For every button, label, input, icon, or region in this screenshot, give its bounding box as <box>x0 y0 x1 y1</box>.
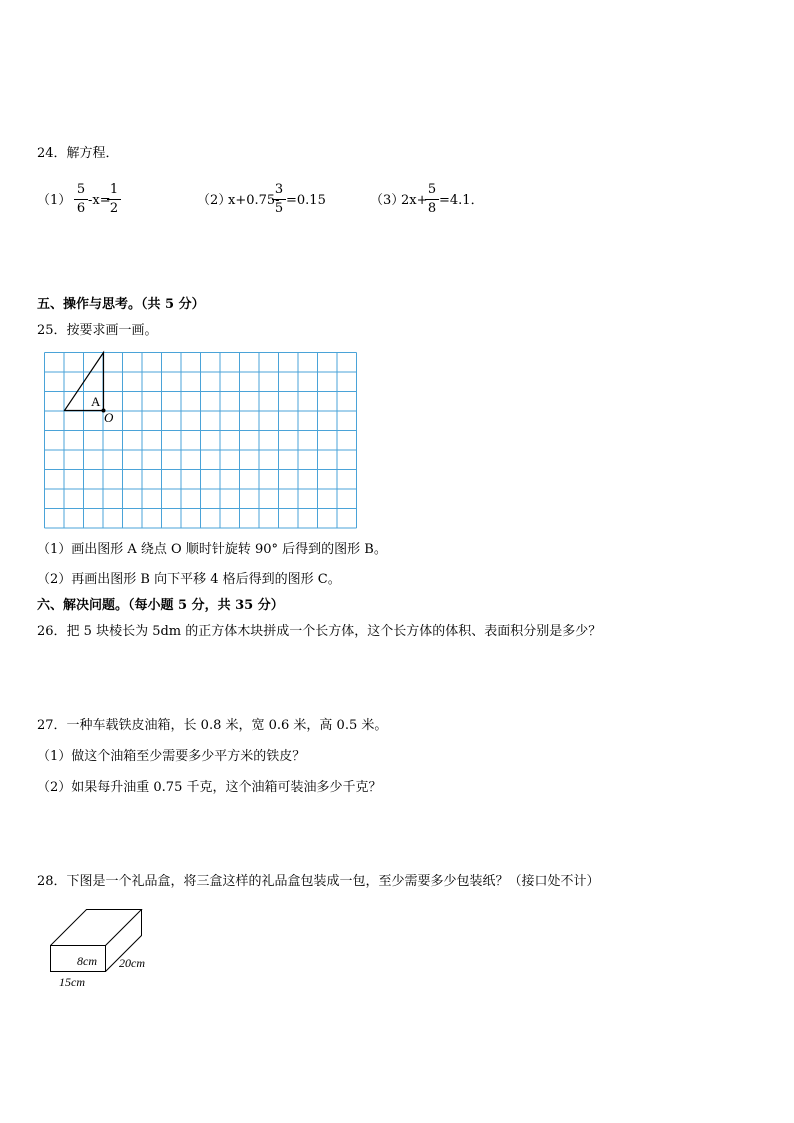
grid-lines <box>45 353 357 529</box>
q24-e3-pre: 2x+ <box>401 193 428 208</box>
q24-title: 24．解方程． <box>37 146 119 161</box>
q24-e2-post: =0.15 <box>286 193 326 208</box>
label-a: A <box>91 394 101 409</box>
q24-e2-pre: x+0.75- <box>228 193 280 208</box>
numerator: 1 <box>109 182 119 197</box>
label-o: O <box>104 410 114 425</box>
label-height: 8cm <box>77 954 97 968</box>
q24-e3-label: （3） <box>370 193 405 208</box>
q27-sub-2: （2）如果每升油重 0.75 千克，这个油箱可装油多少千克？ <box>37 780 382 795</box>
denominator: 2 <box>109 201 119 216</box>
section-5-heading: 五、操作与思考。（共 5 分） <box>37 297 205 312</box>
q24-e3-post: =4.1． <box>439 193 484 208</box>
numerator: 5 <box>76 182 86 197</box>
q24-e2-fraction <box>272 182 286 217</box>
q25-title: 25．按要求画一画。 <box>37 323 158 338</box>
denominator: 5 <box>274 201 284 216</box>
numerator: 3 <box>274 182 284 197</box>
q25-sub-1: （1）画出图形 A 绕点 O 顺时针旋转 90° 后得到的图形 B。 <box>37 542 387 557</box>
q24-e1-mid: -x= <box>88 193 111 208</box>
q24-e1-fraction-2 <box>107 182 121 217</box>
q24-e1-label: （1） <box>37 193 72 208</box>
q28-text: 28．下图是一个礼品盒，将三盒这样的礼品盒包装成一包，至少需要多少包装纸？（接口处不计） <box>37 874 600 889</box>
denominator: 8 <box>427 201 437 216</box>
q25-grid-figure <box>40 348 362 530</box>
q26-text: 26．把 5 块棱长为 5dm 的正方体木块拼成一个长方体，这个长方体的体积、表面积分别是多少？ <box>37 624 602 639</box>
denominator: 6 <box>76 201 86 216</box>
q25-sub-2: （2）再画出图形 B 向下平移 4 格后得到的图形 C。 <box>37 572 341 587</box>
q28-gift-box-figure <box>44 905 174 995</box>
numerator: 5 <box>427 182 437 197</box>
section-6-heading: 六、解决问题。（每小题 5 分，共 35 分） <box>37 598 284 613</box>
q24-e1-fraction-1 <box>74 182 88 217</box>
q27-sub-1: （1）做这个油箱至少需要多少平方米的铁皮？ <box>37 749 306 764</box>
q24-e2-label: （2） <box>197 193 232 208</box>
label-length: 15cm <box>59 975 85 989</box>
box-top-face <box>51 910 142 946</box>
q24-e3-fraction <box>425 182 439 217</box>
q27-text: 27．一种车载铁皮油箱，长 0.8 米，宽 0.6 米，高 0.5 米。 <box>37 718 388 733</box>
label-width: 20cm <box>119 956 145 970</box>
